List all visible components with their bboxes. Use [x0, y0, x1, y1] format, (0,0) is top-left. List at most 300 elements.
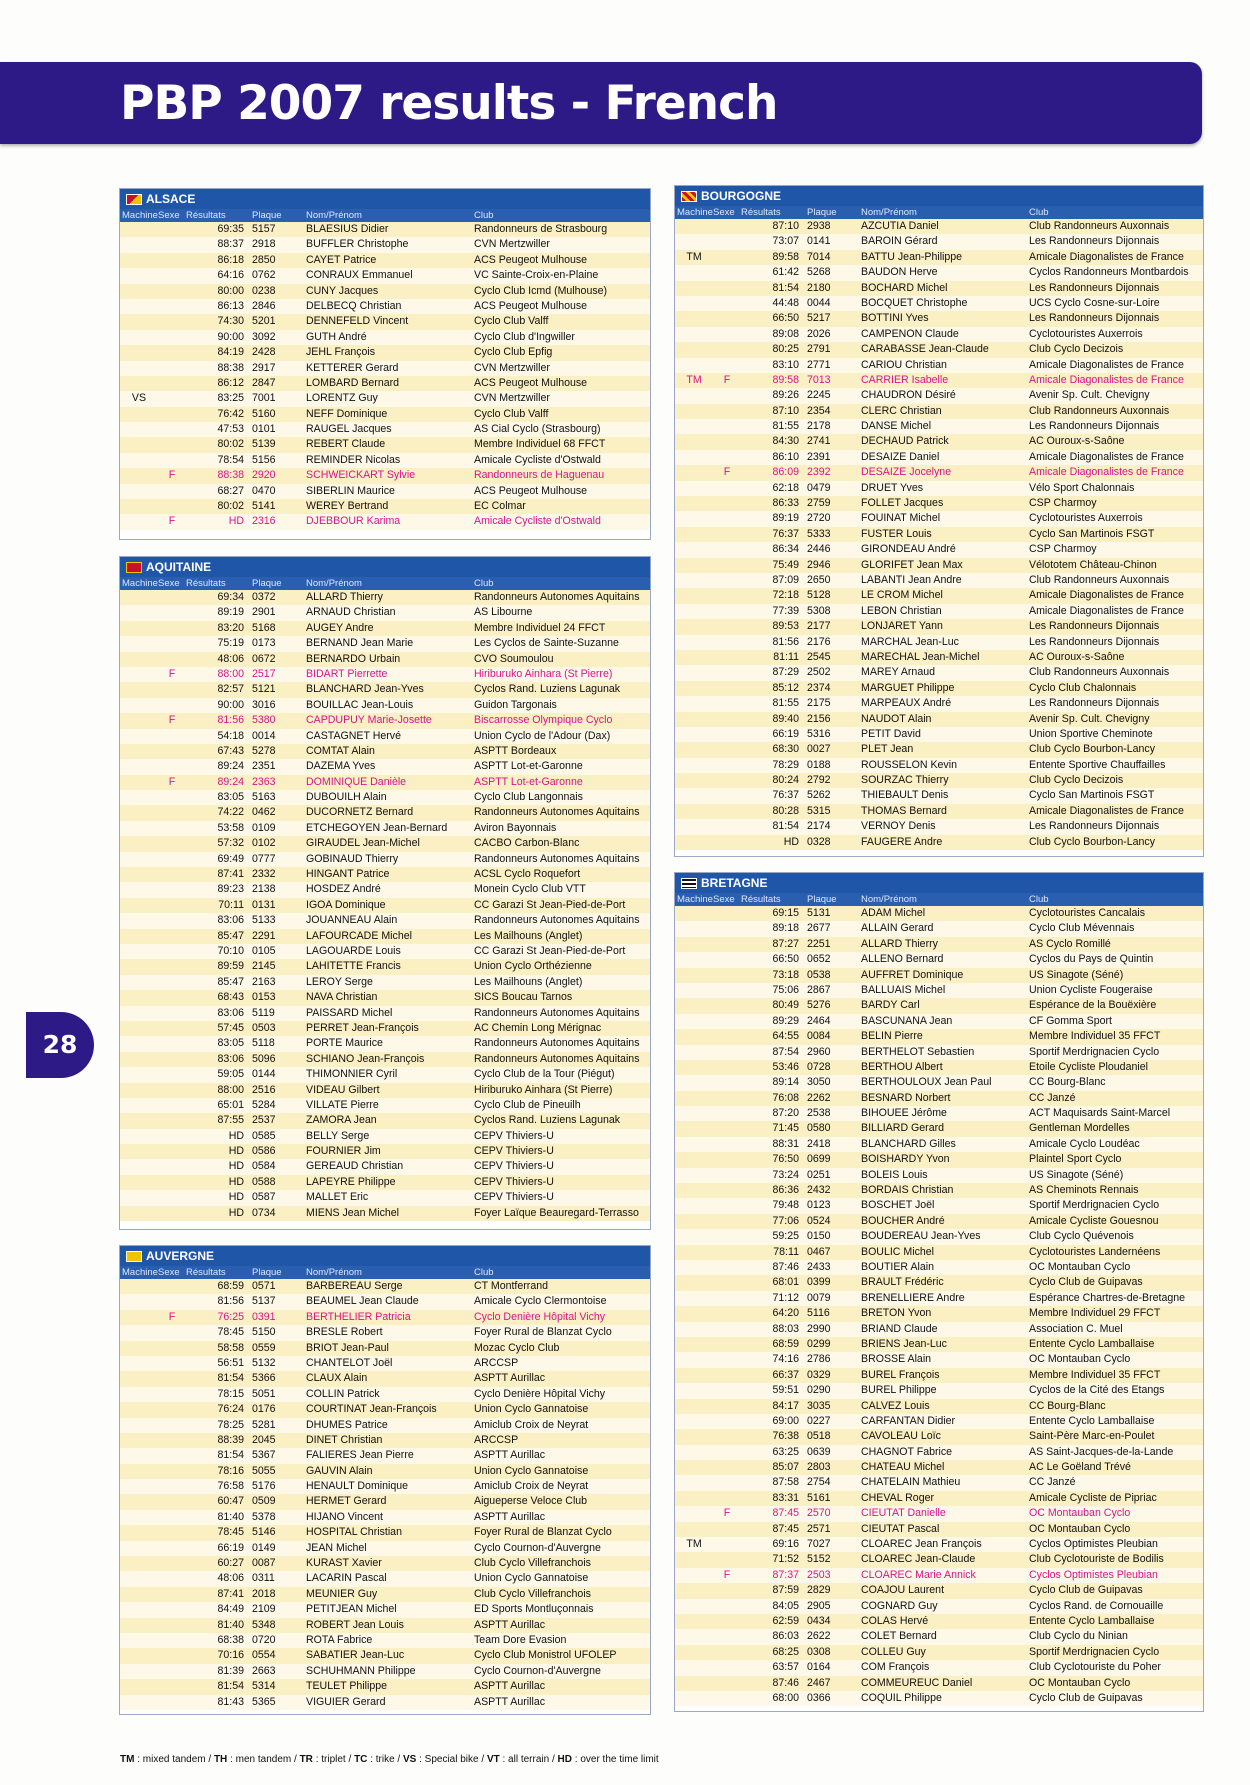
cell-plaque: 2503 [807, 1568, 831, 1581]
table-row [120, 468, 650, 483]
cell-name: VIGUIER Gerard [306, 1695, 386, 1708]
cell-club: Les Randonneurs Dijonnais [1029, 697, 1160, 710]
cell-name: BOUTIER Alain [861, 1260, 935, 1273]
cell-plaque: 2174 [807, 820, 831, 833]
cell-result: 89:58 [772, 250, 799, 263]
table-row [120, 1098, 650, 1113]
cell-result: HD [228, 1160, 244, 1173]
cell-result: 88:31 [772, 1137, 799, 1150]
cell-plaque: 2677 [807, 922, 831, 935]
cell-name: BOCQUET Christophe [861, 296, 968, 309]
cell-club: ED Sports Montluçonnais [474, 1603, 594, 1616]
cell-plaque: 5308 [807, 604, 831, 617]
cell-plaque: 2176 [807, 635, 831, 648]
table-row [675, 665, 1203, 680]
page-title: PBP 2007 results - French [120, 76, 778, 131]
table-row [120, 652, 650, 667]
cell-name: CALVEZ Louis [861, 1399, 930, 1412]
cell-plaque: 2791 [807, 343, 831, 356]
cell-result: 84:30 [772, 435, 799, 448]
cell-club: Sportif Merdrignacien Cyclo [1029, 1199, 1160, 1212]
cell-result: 81:54 [772, 281, 799, 294]
cell-plaque: 2467 [807, 1676, 831, 1689]
cell-result: 89:14 [772, 1076, 799, 1089]
cell-club: Entente Cyclo Lamballaise [1029, 1614, 1155, 1627]
cell-club: AS Cyclo Romillé [1029, 937, 1111, 950]
cell-name: BIDART Pierrette [306, 667, 388, 680]
cell-plaque: 2391 [807, 450, 831, 463]
table-row [675, 465, 1203, 480]
cell-name: DENNEFELD Vincent [306, 315, 409, 328]
cell-result: 83:05 [217, 791, 244, 804]
cell-plaque: 5168 [252, 621, 276, 634]
cell-name: COM François [861, 1661, 930, 1674]
cell-club: Les Randonneurs Dijonnais [1029, 635, 1160, 648]
table-row [120, 1294, 650, 1309]
cell-result: HD [228, 1191, 244, 1204]
cell-plaque: 0587 [252, 1191, 276, 1204]
cell-name: BRAULT Frédéric [861, 1276, 944, 1289]
cell-plaque: 2741 [807, 435, 831, 448]
table-row [675, 1599, 1203, 1614]
cell-name: CARRIER Isabelle [861, 373, 949, 386]
cell-name: HOSDEZ André [306, 883, 381, 896]
table-row [120, 775, 650, 790]
cell-club: UCS Cyclo Cosne-sur-Loire [1029, 296, 1160, 309]
cell-club: ASPTT Bordeaux [474, 744, 557, 757]
table-row [675, 604, 1203, 619]
cell-name: BOISHARDY Yvon [861, 1153, 950, 1166]
cell-name: ROTA Fabrice [306, 1633, 373, 1646]
cell-name: THIEBAULT Denis [861, 789, 949, 802]
cell-sexe: F [168, 775, 176, 788]
table-row [120, 898, 650, 913]
cell-result: 88:37 [217, 238, 244, 251]
table-row [120, 1387, 650, 1402]
cell-club: Saint-Père Marc-en-Poulet [1029, 1430, 1155, 1443]
cell-result: 68:59 [772, 1337, 799, 1350]
cell-plaque: 2901 [252, 606, 276, 619]
table-row [675, 281, 1203, 296]
cell-plaque: 2754 [807, 1476, 831, 1489]
cell-result: 76:58 [217, 1480, 244, 1493]
cell-name: LONJARET Yann [861, 620, 943, 633]
cell-result: 89:24 [217, 775, 244, 788]
cell-result: 83:06 [217, 1006, 244, 1019]
column-header-club: Club [474, 1267, 494, 1278]
cell-club: CC Garazi St Jean-Pied-de-Port [474, 944, 626, 957]
column-header-sexe: Sexe [158, 578, 180, 589]
cell-result: 87:27 [772, 937, 799, 950]
cell-plaque: 5316 [807, 727, 831, 740]
table-row [675, 1183, 1203, 1198]
cell-plaque: 0164 [807, 1661, 831, 1674]
cell-plaque: 2803 [807, 1461, 831, 1474]
cell-club: CC Bourg-Blanc [1029, 1076, 1106, 1089]
cell-name: COURTINAT Jean-François [306, 1403, 437, 1416]
cell-result: HD [228, 1175, 244, 1188]
cell-result: 75:49 [772, 558, 799, 571]
cell-plaque: 0585 [252, 1129, 276, 1142]
column-header-plaque: Plaque [252, 1267, 282, 1278]
cell-name: LAHITETTE Francis [306, 960, 401, 973]
cell-result: 54:18 [217, 729, 244, 742]
table-row [120, 237, 650, 252]
cell-result: 64:16 [217, 269, 244, 282]
table-row [120, 929, 650, 944]
table-row [675, 835, 1203, 850]
table-row [120, 698, 650, 713]
cell-plaque: 0586 [252, 1145, 276, 1158]
cell-club: Cyclo Club Epfig [474, 346, 553, 359]
cell-plaque: 2792 [807, 774, 831, 787]
table-row [675, 1275, 1203, 1290]
cell-club: Club Cyclo Villefranchois [474, 1587, 591, 1600]
cell-plaque: 0639 [807, 1445, 831, 1458]
cell-plaque: 0372 [252, 591, 276, 603]
table-row [675, 1060, 1203, 1075]
cell-result: 78:29 [772, 758, 799, 771]
cell-name: BRIENS Jean-Luc [861, 1337, 947, 1350]
legend-footer: TM : mixed tandem / TH : men tandem / TR : triplet / TC : trike / VS : Special bike / VT : all terrain / HD : over the time limit [120, 1754, 659, 1765]
cell-club: Amiclub Croix de Neyrat [474, 1480, 589, 1493]
cell-plaque: 0188 [807, 758, 831, 771]
cell-name: BRESLE Robert [306, 1326, 383, 1339]
cell-plaque: 2720 [807, 512, 831, 525]
cell-club: Randonneurs Autonomes Aquitains [474, 1037, 640, 1050]
cell-machine: TM [686, 250, 702, 263]
cell-name: LOMBARD Bernard [306, 376, 400, 389]
cell-club: CVO Soumoulou [474, 652, 554, 665]
cell-plaque: 2145 [252, 960, 276, 973]
table-row [120, 975, 650, 990]
cell-result: 70:16 [217, 1649, 244, 1662]
cell-name: SCHUHMANN Philippe [306, 1664, 416, 1677]
cell-name: FOURNIER Jim [306, 1145, 381, 1158]
cell-club: Espérance Chartres-de-Bretagne [1029, 1291, 1186, 1304]
cell-plaque: 0176 [252, 1403, 276, 1416]
cell-result: 88:00 [217, 667, 244, 680]
cell-result: 62:59 [772, 1614, 799, 1627]
cell-name: JOUANNEAU Alain [306, 914, 398, 927]
cell-club: Union Sportive Cheminote [1029, 727, 1153, 740]
table-row [675, 1368, 1203, 1383]
cell-result: 84:49 [217, 1603, 244, 1616]
cell-club: Cyclos Optimistes Pleubian [1029, 1568, 1158, 1581]
cell-result: 86:13 [217, 299, 244, 312]
cell-plaque: 2018 [252, 1587, 276, 1600]
cell-result: 83:05 [217, 1037, 244, 1050]
cell-name: CAPDUPUY Marie-Josette [306, 714, 432, 727]
table-row [675, 1106, 1203, 1121]
cell-club: Hiriburuko Ainhara (St Pierre) [474, 667, 613, 680]
cell-name: LAPEYRE Philippe [306, 1175, 396, 1188]
cell-name: BARBEREAU Serge [306, 1280, 403, 1292]
cell-plaque: 5156 [252, 453, 276, 466]
cell-name: ZAMORA Jean [306, 1114, 377, 1127]
cell-result: 89:59 [217, 960, 244, 973]
cell-name: BAROIN Gérard [861, 235, 938, 248]
cell-name: BRENELLIERE Andre [861, 1291, 965, 1304]
cell-club: Entente Sportive Chauffailles [1029, 758, 1166, 771]
table-row [675, 1168, 1203, 1183]
cell-result: 73:18 [772, 968, 799, 981]
cell-club: Aigueperse Veloce Club [474, 1495, 588, 1508]
table-row [675, 1691, 1203, 1706]
cell-plaque: 2109 [252, 1603, 276, 1616]
cell-name: BILLIARD Gerard [861, 1122, 945, 1135]
section-title: AUVERGNE [146, 1249, 215, 1263]
title-banner [0, 62, 1202, 144]
cell-result: 88:38 [217, 469, 244, 482]
cell-plaque: 2938 [807, 220, 831, 232]
cell-sexe: F [168, 1310, 176, 1323]
cell-sexe: F [723, 1568, 731, 1581]
section-header [120, 1246, 650, 1266]
cell-plaque: 0366 [807, 1691, 831, 1704]
table-row [675, 588, 1203, 603]
cell-result: 81:55 [772, 420, 799, 433]
table-row [120, 944, 650, 959]
cell-result: 81:56 [217, 714, 244, 727]
cell-plaque: 5133 [252, 914, 276, 927]
cell-name: BLANCHARD Gilles [861, 1137, 956, 1150]
cell-result: 85:47 [217, 975, 244, 988]
cell-club: ASPTT Lot-et-Garonne [474, 760, 583, 773]
cell-result: 76:08 [772, 1091, 799, 1104]
cell-result: HD [783, 835, 799, 848]
table-row [675, 388, 1203, 403]
table-row [120, 1494, 650, 1509]
cell-result: 90:00 [217, 698, 244, 711]
cell-name: GEREAUD Christian [306, 1160, 404, 1173]
cell-result: 81:54 [217, 1449, 244, 1462]
cell-club: Amicale Diagonalistes de France [1029, 250, 1184, 263]
cell-result: 80:02 [217, 438, 244, 451]
cell-club: Club Randonneurs Auxonnais [1029, 220, 1170, 232]
table-row [675, 265, 1203, 280]
cell-plaque: 0149 [252, 1541, 276, 1554]
cell-plaque: 0290 [807, 1384, 831, 1397]
cell-sexe: F [168, 515, 176, 528]
cell-name: CLAUX Alain [306, 1372, 368, 1385]
table-row [675, 968, 1203, 983]
cell-name: COLAS Hervé [861, 1614, 929, 1627]
table-row [675, 1414, 1203, 1429]
cell-result: 87:46 [772, 1260, 799, 1273]
cell-result: 57:32 [217, 837, 244, 850]
column-header-club: Club [1029, 894, 1049, 905]
cell-plaque: 5118 [252, 1037, 275, 1050]
cell-club: CF Gomma Sport [1029, 1014, 1113, 1027]
cell-club: Cyclo Cournon-d'Auvergne [474, 1664, 601, 1677]
cell-result: 75:06 [772, 983, 799, 996]
cell-plaque: 0144 [252, 1068, 276, 1081]
table-row [120, 1648, 650, 1663]
section-title: AQUITAINE [146, 560, 212, 574]
cell-name: MEUNIER Guy [306, 1587, 378, 1600]
cell-result: 56:51 [217, 1356, 244, 1369]
page-number: 28 [26, 1012, 94, 1078]
cell-club: Randonneurs Autonomes Aquitains [474, 914, 640, 927]
cell-result: 81:39 [217, 1664, 244, 1677]
cell-name: FALIERES Jean Pierre [306, 1449, 414, 1462]
table-row [120, 913, 650, 928]
cell-club: Cyclo Cournon-d'Auvergne [474, 1541, 601, 1554]
cell-name: KETTERER Gerard [306, 361, 399, 374]
table-row [675, 250, 1203, 265]
table-row [675, 1506, 1203, 1521]
cell-club: AC Ouroux-s-Saône [1029, 650, 1125, 663]
cell-name: BORDAIS Christian [861, 1184, 954, 1197]
cell-club: EC Colmar [474, 500, 526, 513]
cell-club: Amiclub Croix de Neyrat [474, 1418, 589, 1431]
table-row [675, 635, 1203, 650]
cell-result: 72:18 [772, 589, 799, 602]
cell-club: OC Montauban Cyclo [1029, 1353, 1131, 1366]
section-title: BRETAGNE [701, 876, 768, 890]
table-row [120, 253, 650, 268]
cell-name: CARABASSE Jean-Claude [861, 343, 989, 356]
cell-club: ACS Peugeot Mulhouse [474, 484, 588, 497]
cell-plaque: 2045 [252, 1433, 276, 1446]
cell-result: 84:19 [217, 346, 244, 359]
cell-name: HERMET Gerard [306, 1495, 387, 1508]
cell-club: VC Sainte-Croix-en-Plaine [474, 269, 599, 282]
cell-club: Cyclo San Martinois FSGT [1029, 789, 1155, 802]
cell-result: 69:34 [217, 591, 244, 603]
cell-club: Amicale Diagonalistes de France [1029, 604, 1184, 617]
cell-result: 66:50 [772, 953, 799, 966]
cell-plaque: 0777 [252, 852, 276, 865]
cell-result: 68:43 [217, 991, 244, 1004]
cell-name: MIENS Jean Michel [306, 1206, 400, 1219]
cell-name: COQUIL Philippe [861, 1691, 942, 1704]
table-row [675, 1583, 1203, 1598]
table-row [120, 284, 650, 299]
cell-club: SICS Boucau Tarnos [474, 991, 573, 1004]
cell-result: 89:26 [772, 389, 799, 402]
cell-name: JEAN Michel [306, 1541, 367, 1554]
cell-plaque: 2517 [252, 667, 276, 680]
cell-result: 76:37 [772, 789, 799, 802]
cell-club: Amicale Diagonalistes de France [1029, 589, 1184, 602]
cell-result: 74:22 [217, 806, 244, 819]
cell-plaque: 2990 [807, 1322, 831, 1335]
cell-plaque: 5366 [252, 1372, 276, 1385]
table-row [675, 1306, 1203, 1321]
cell-result: 88:39 [217, 1433, 244, 1446]
cell-result: 88:38 [217, 361, 244, 374]
cell-result: HD [228, 1206, 244, 1219]
cell-name: ETCHEGOYEN Jean-Bernard [306, 821, 448, 834]
column-header-machine: Machine [122, 210, 158, 221]
cell-plaque: 2156 [807, 712, 831, 725]
cell-result: 86:12 [217, 376, 244, 389]
cell-plaque: 2446 [807, 543, 831, 556]
cell-plaque: 0131 [252, 898, 276, 911]
cell-name: DUCORNETZ Bernard [306, 806, 414, 819]
cell-name: GLORIFET Jean Max [861, 558, 963, 571]
table-row [675, 1629, 1203, 1644]
cell-name: THIMONNIER Cyril [306, 1068, 398, 1081]
cell-name: CAVOLEAU Loïc [861, 1430, 941, 1443]
cell-plaque: 0141 [807, 235, 831, 248]
cell-plaque: 5380 [252, 714, 276, 727]
cell-name: GIRAUDEL Jean-Michel [306, 837, 420, 850]
cell-name: TEULET Philippe [306, 1680, 388, 1693]
cell-result: 83:06 [217, 1052, 244, 1065]
cell-name: MARGUET Philippe [861, 681, 955, 694]
cell-result: 78:16 [217, 1464, 244, 1477]
cell-name: BOTTINI Yves [861, 312, 929, 325]
cell-club: Amicale Cycliste d'Ostwald [474, 453, 601, 466]
cell-name: PORTE Maurice [306, 1037, 383, 1050]
cell-plaque: 2918 [252, 238, 276, 251]
table-row [120, 1036, 650, 1051]
cell-club: ACS Peugeot Mulhouse [474, 299, 588, 312]
table-row [120, 1525, 650, 1540]
cell-club: Cyclo Club de Guipavas [1029, 1276, 1143, 1289]
cell-result: 78:15 [217, 1387, 244, 1400]
table-row [120, 605, 650, 620]
cell-club: ASPTT Aurillac [474, 1680, 546, 1693]
cell-result: 81:11 [773, 650, 799, 663]
column-header-sexe: Sexe [713, 207, 735, 218]
table-row [120, 713, 650, 728]
cell-result: 76:38 [772, 1430, 799, 1443]
cell-club: ASPTT Aurillac [474, 1510, 546, 1523]
cell-club: Avenir Sp. Cult. Chevigny [1029, 389, 1150, 402]
cell-name: ROUSSELON Kevin [861, 758, 957, 771]
column-header-sexe: Sexe [158, 1267, 180, 1278]
cell-plaque: 5157 [252, 223, 276, 235]
table-row [120, 1371, 650, 1386]
cell-plaque: 5150 [252, 1326, 276, 1339]
cell-name: DJEBBOUR Karima [306, 515, 401, 528]
cell-club: ARCCSP [474, 1356, 519, 1369]
cell-result: 67:43 [217, 744, 244, 757]
cell-result: HD [228, 1129, 244, 1142]
cell-result: 86:36 [772, 1184, 799, 1197]
cell-result: 81:54 [217, 1680, 244, 1693]
cell-name: LEROY Serge [306, 975, 373, 988]
table-row [675, 404, 1203, 419]
table-row [120, 484, 650, 499]
cell-name: BLANCHARD Jean-Yves [306, 683, 424, 696]
table-row [120, 1052, 650, 1067]
cell-name: HENAULT Dominique [306, 1480, 409, 1493]
cell-name: SOURZAC Thierry [861, 774, 949, 787]
table-row [675, 804, 1203, 819]
table-row [675, 1214, 1203, 1229]
section-title: ALSACE [146, 192, 196, 206]
cell-plaque: 2867 [807, 983, 831, 996]
cell-plaque: 2538 [807, 1107, 831, 1120]
cell-club: CVN Mertzwiller [474, 238, 550, 251]
cell-club: Avenir Sp. Cult. Chevigny [1029, 712, 1150, 725]
cell-name: ROBERT Jean Louis [306, 1618, 404, 1631]
cell-result: 88:03 [772, 1322, 799, 1335]
table-row [675, 1245, 1203, 1260]
cell-club: Les Randonneurs Dijonnais [1029, 312, 1160, 325]
table-row [675, 727, 1203, 742]
cell-sexe: F [723, 466, 731, 479]
cell-name: JEHL François [306, 346, 376, 359]
region-flag-icon [681, 191, 697, 202]
cell-plaque: 5201 [252, 315, 276, 328]
table-row [675, 1537, 1203, 1552]
